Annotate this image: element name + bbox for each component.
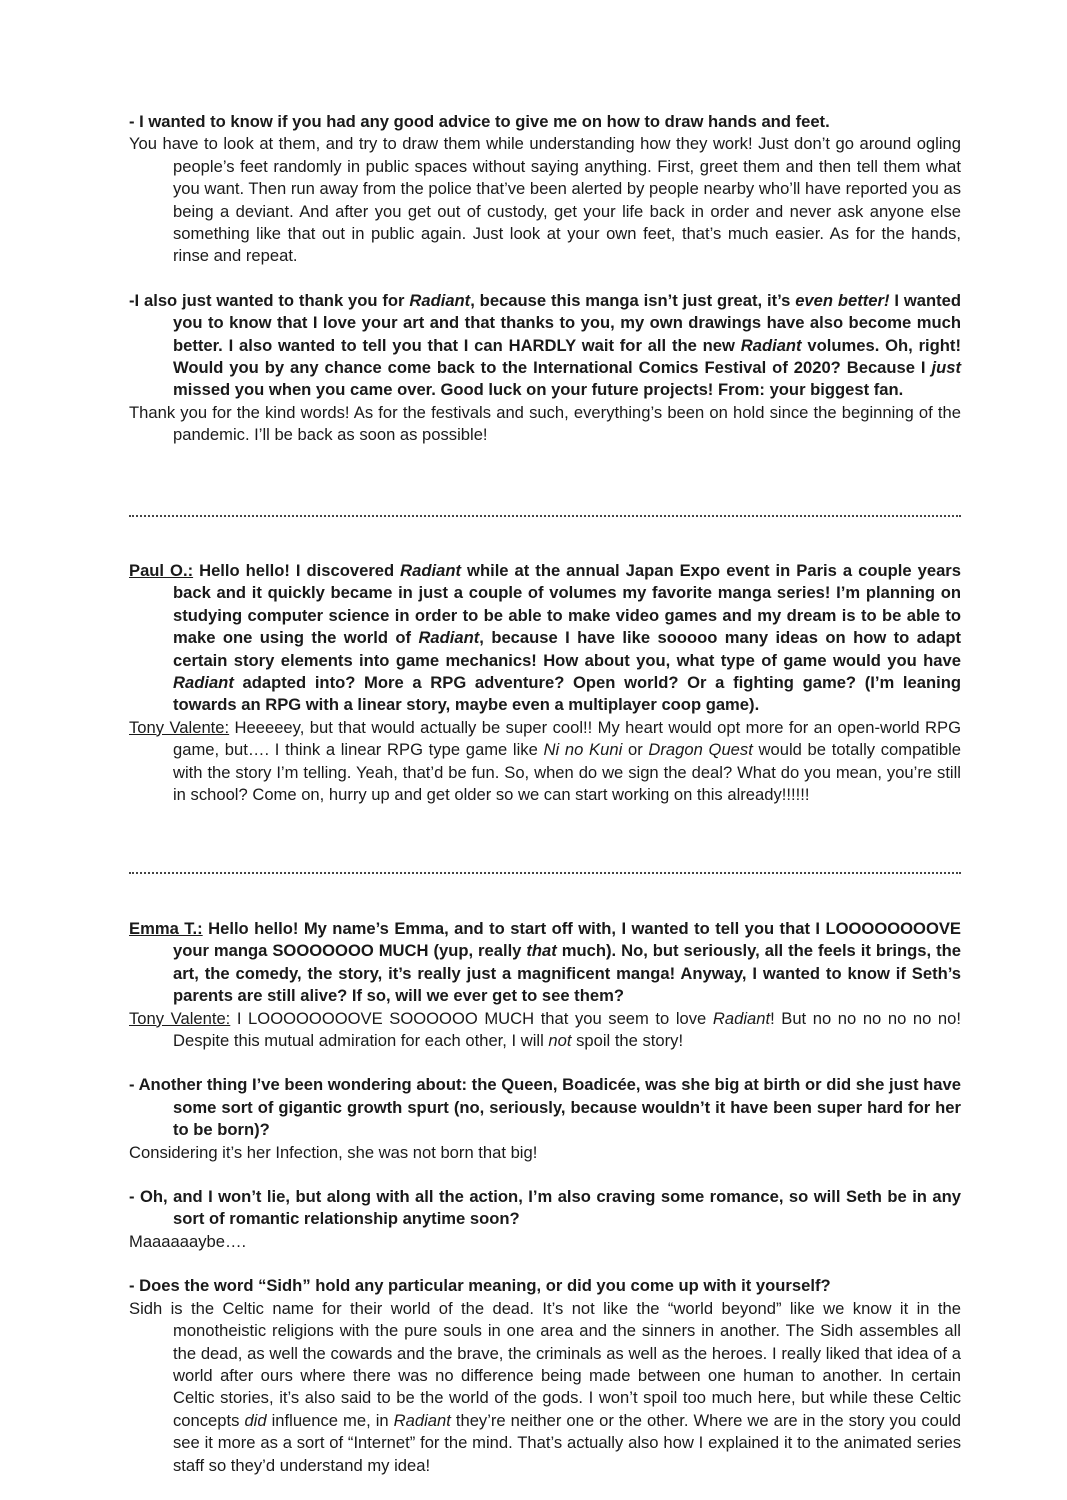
dotted-separator bbox=[129, 515, 961, 517]
question-paul: Paul O.: Hello hello! I discovered Radiant while at the annual Japan Expo event in Paris a couple years back and it quickly became in just a couple of volumes my favorite manga series! I’m planning on studying computer science in order to be able to make video games and my dream is to be able to make one using the world of Radiant, because I have like sooooo many ideas on how to adapt certain story elements into game mechanics! How about you, what type of game would you have Radiant adapted into? More a RPG adventure? Open world? Or a fighting game? (I’m leaning towards an RPG with a linear story, maybe even a multiplayer coop game). bbox=[129, 561, 961, 715]
question-thanks: -I also just wanted to thank you for Radiant, because this manga isn’t just great, it’s even better! I wanted you to know that I love your art and that thanks to you, my own drawings have also become much better. I also wanted to tell you that I can HARDLY wait for all the new Radiant volumes. Oh, right! Would you by any chance come back to the International Comics Festival of 2020? Because I just missed you when you came over. Good luck on your future projects! From: your biggest fan. bbox=[129, 290, 961, 400]
answer-hands-feet: You have to look at them, and try to draw them while understanding how they work! Just don’t go around ogling people’s feet randomly in public spaces without saying anything. First, greet them and then tell them what you want. Then run away from the police that’ve been alerted by people nearby who’ll have reported you as being a deviant. And after you get out of custody, get your life back in order and never ask anyone else something like that out in public again. Just look at your own feet, that’s much easier. As for the hands, rinse and repeat. bbox=[129, 134, 961, 266]
answer-queen: Considering it’s her Infection, she was not born that big! bbox=[129, 1142, 538, 1162]
question-queen: - Another thing I’ve been wondering about: the Queen, Boadicée, was she big at birth or did she just have some sort of gigantic growth spurt (no, seriously, because wouldn’t it have been super hard for her to be born)? bbox=[129, 1075, 961, 1140]
question-hands-feet: - I wanted to know if you had any good advice to give me on how to draw hands and feet. bbox=[129, 112, 830, 131]
answer-thanks: Thank you for the kind words! As for the festivals and such, everything’s been on hold since the beginning of the pandemic. I’ll be back as soon as possible! bbox=[129, 402, 961, 445]
answer-romance: Maaaaaaybe…. bbox=[129, 1231, 247, 1251]
dotted-separator bbox=[129, 872, 961, 874]
reader-name: Emma T.: bbox=[129, 919, 203, 938]
qa-block-paul bbox=[129, 560, 961, 806]
question-sidh: - Does the word “Sidh” hold any particular meaning, or did you come up with it yourself? bbox=[129, 1276, 831, 1296]
answer-sidh: Sidh is the Celtic name for their world of the dead. It’s not like the “world beyond” like we know it in the monotheistic religions with the pure souls in one area and the sinners in another. The Sidh assembles all the dead, as well the cowards and the brave, the criminals as well as the heroes. I really liked that idea of a world after ours where there was no difference being made between one human to another. In certain Celtic stories, it’s also said to be the world of the gods. I won’t spoil too much here, but while these Celtic concepts did influence me, in Radiant they’re neither one or the other. Where we are in the story you could see it more as a sort of “Internet” for the mind. That’s actually also how I explained it to the animated series staff so they’d understand my idea! bbox=[129, 1298, 961, 1475]
qa-block-1 bbox=[129, 111, 961, 447]
answerer-name: Tony Valente: bbox=[129, 717, 230, 737]
question-emma: Emma T.: Hello hello! My name’s Emma, and to start off with, I wanted to tell you that I LOOOOOOOOVE your manga SOOOOOOO MUCH (yup, really that much). No, but seriously, all the feels it brings, the art, the comedy, the story, it’s really just a magnificent manga! Anyway, I wanted to know if Seth’s parents are still alive? If so, will we ever get to see them? bbox=[129, 919, 961, 1006]
reader-name: Paul O.: bbox=[129, 561, 194, 580]
question-romance: - Oh, and I won’t lie, but along with all the action, I’m also craving some romance, so will Seth be in any sort of romantic relationship anytime soon? bbox=[129, 1187, 961, 1229]
answerer-name: Tony Valente: bbox=[129, 1008, 231, 1028]
answer-emma: Tony Valente: I LOOOOOOOOVE SOOOOOO MUCH that you seem to love Radiant! But no no no no no no! Despite this mutual admiration for each other, I will not spoil the story! bbox=[129, 1008, 961, 1051]
answer-paul: Tony Valente: Heeeeey, but that would actually be super cool!! My heart would opt more for an open-world RPG game, but…. I think a linear RPG type game like Ni no Kuni or Dragon Quest would be totally compatible with the story I’m telling. Yeah, that’d be fun. So, when do we sign the deal? What do you mean, you’re still in school? Come on, hurry up and get older so we can start working on this already!!!!!! bbox=[129, 717, 961, 805]
qa-block-emma bbox=[129, 918, 961, 1477]
